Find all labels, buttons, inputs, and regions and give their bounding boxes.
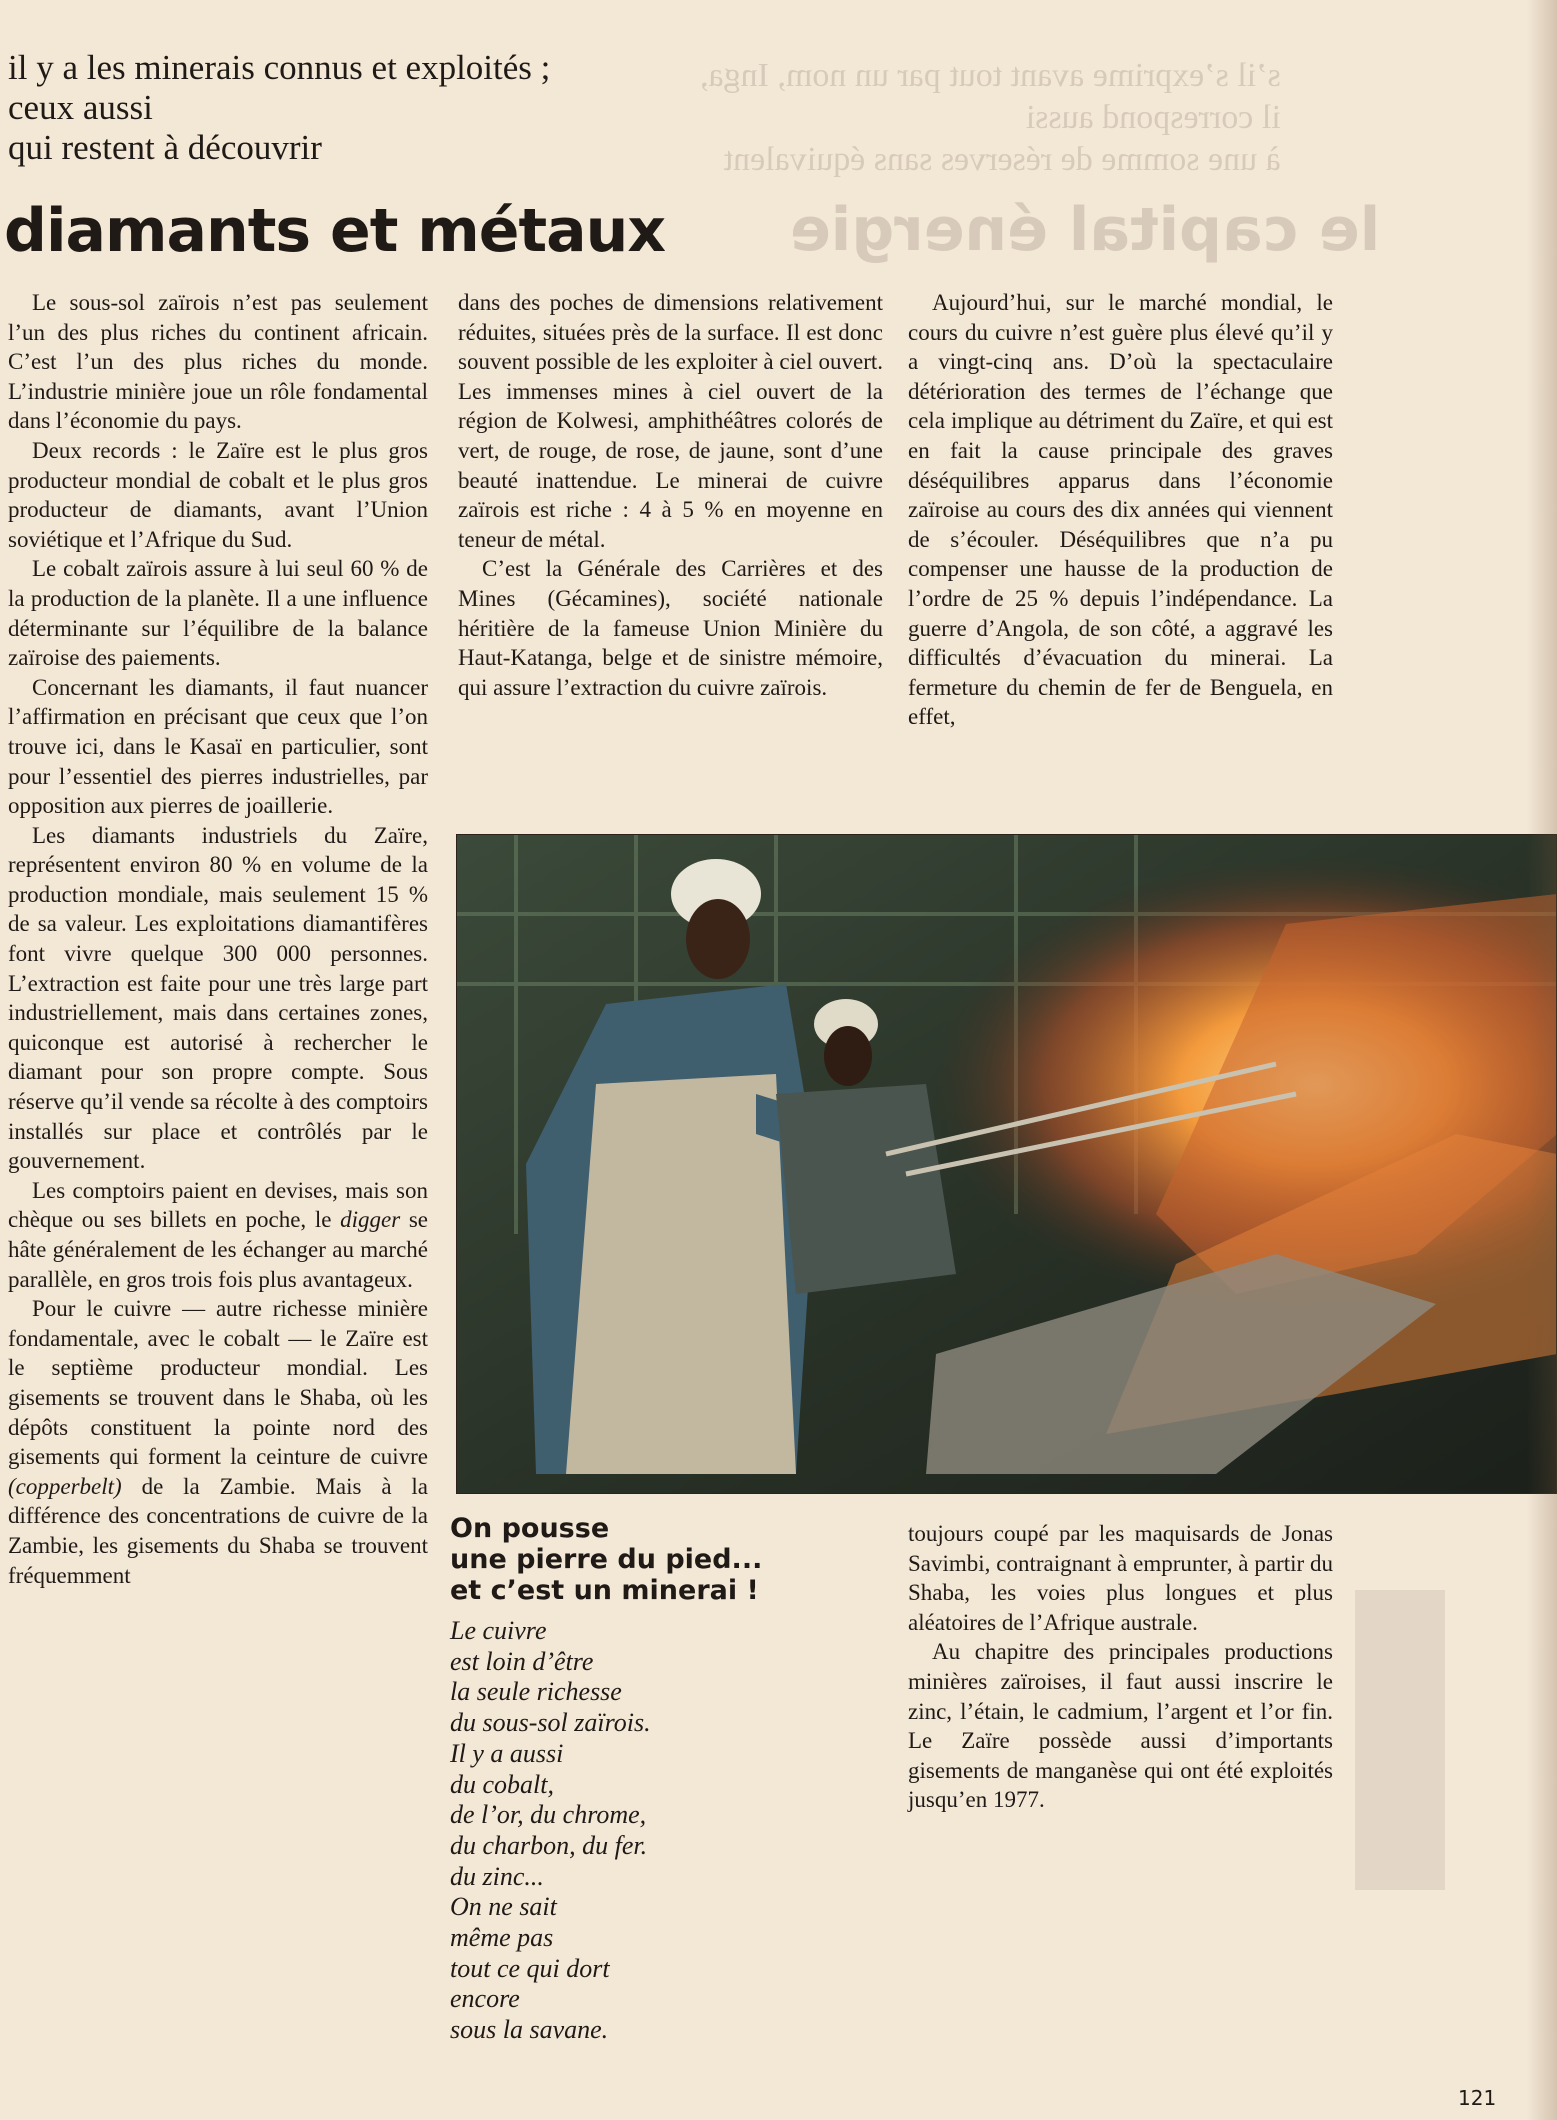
page-edge-shadow [1527, 0, 1557, 2120]
bleed-through-headline: le capital énergie [790, 195, 1381, 265]
poem-line: du zinc... [450, 1861, 544, 1891]
poem-line: Le cuivre [450, 1616, 547, 1645]
paragraph: Deux records : le Zaïre est le plus gros producteur mondial de cobalt et le plus gros producteur de diamants, avant l’Union soviétique et l’Afrique du Sud. [8, 437, 428, 552]
poem-line: sous la savane. [450, 2015, 609, 2045]
paragraph: C’est la Générale des Carrières et des Mines (Gécamines), société nationale héritière de la fameuse Union Minière du Haut-Katanga, belge et de sinistre mémoire, qui assure l’extraction du cuivre zaïrois. [458, 556, 883, 700]
bleed-through-subtitle [700, 55, 1281, 181]
smelter-workers-photo [456, 834, 1557, 1494]
caption-title-line: On pousse [450, 1513, 610, 1544]
poem-line: la seule richesse [450, 1677, 622, 1707]
article-subtitle [8, 48, 688, 168]
paragraph-text: Les comptoirs paient en devises, mais son chèque ou ses billets en poche, le [8, 1177, 428, 1233]
subtitle-line: ceux aussi [8, 88, 153, 127]
caption-title-line: une pierre du pied... [450, 1544, 763, 1575]
poem-line: encore [450, 1984, 520, 2014]
paragraph-text: de la Zambie. Mais à la différence des concentrations de cuivre de la Zambie, les gisements du Shaba se trouvent fréquemment [8, 1473, 428, 1588]
bleed-through-line: à une somme de réserves sans équivalent [723, 141, 1281, 178]
poem-line: du cobalt, [450, 1769, 554, 1799]
bleed-through-line: s’il s’exprime avant tout par un nom, Inga, [700, 57, 1281, 94]
poem-line: du sous-sol zaïrois. [450, 1708, 651, 1738]
poem-line: du charbon, du fer. [450, 1830, 648, 1860]
poem-line: même pas [450, 1923, 554, 1953]
poem-line: est loin d’être [450, 1646, 594, 1676]
paragraph: Le cobalt zaïrois assure à lui seul 60 % de la production de la planète. Il a une influence déterminante sur l’équilibre de la balance zaïroise des paiements. [8, 556, 428, 671]
bleed-through-block [1355, 1590, 1445, 1890]
paragraph-text: Pour le cuivre — autre richesse minière fondamentale, avec le cobalt — le Zaïre est le septième producteur mondial. Les gisements se trouvent dans le Shaba, où les dépôts constituent la pointe nord des gisements qui forment la ceinture de cuivre [8, 1296, 428, 1470]
subtitle-line: il y a les minerais connus et exploités ; [8, 48, 551, 87]
paragraph [8, 1294, 428, 1590]
article-headline: diamants et métaux [4, 196, 666, 266]
poem-line: de l’or, du chrome, [450, 1800, 647, 1830]
italic-term: digger [340, 1207, 401, 1233]
paragraph: Au chapitre des principales productions minières zaïroises, il faut aussi inscrire le zinc, l’étain, le cadmium, l’argent et l’or fin. Le Zaïre possède aussi d’importants gisements de manganèse qui ont été exploités jusqu’en 1977. [908, 1639, 1333, 1813]
photo-caption-poem [450, 1616, 870, 2046]
page-number: 121 [1458, 2086, 1497, 2110]
text-column-2 [458, 288, 883, 702]
italic-term: (copperbelt) [8, 1473, 122, 1499]
poem-line: Il y a aussi [450, 1738, 564, 1768]
photo-illustration [456, 834, 1557, 1494]
subtitle-line: qui restent à découvrir [8, 128, 322, 167]
paragraph: Le sous-sol zaïrois n’est pas seulement l’un des plus riches du continent africain. C’est l’un des plus riches du monde. L’industrie minière joue un rôle fondamental dans l’économie du pays. [8, 290, 428, 434]
paragraph [8, 1176, 428, 1294]
paragraph-text: se hâte généralement de les échanger au marché parallèle, en gros trois fois plus avantageux. [8, 1207, 429, 1292]
text-column-3-continued [908, 1519, 1333, 1815]
paragraph: dans des poches de dimensions relativement réduites, situées près de la surface. Il est donc souvent possible de les exploiter à ciel ouvert. Les immenses mines à ciel ouvert de la région de Kolwesi, amphithéâtres colorés de vert, de rouge, de rose, de jaune, sont d’une beauté inattendue. Le minerai de cuivre zaïrois est riche : 4 à 5 % en moyenne en teneur de métal. [458, 290, 883, 552]
text-column-1 [8, 288, 428, 1590]
paragraph: Aujourd’hui, sur le marché mondial, le cours du cuivre n’est guère plus élevé qu’il y a vingt-cinq ans. D’où la spectaculaire détérioration des termes de l’échange que cela implique au détriment du Zaïre, et qui est en fait la cause principale des graves déséquilibres apparus dans l’économie zaïroise au cours des dix années qui viennent de s’écouler. Déséquilibres que n’a pu compenser une hausse de la production de l’ordre de 25 % depuis l’indépendance. La guerre d’Angola, de son côté, a aggravé les difficultés d’évacuation du minerai. La fermeture du chemin de fer de Benguela, en effet, [908, 290, 1333, 730]
bleed-through-line: il correspond aussi [1025, 99, 1281, 136]
text-column-3 [908, 288, 1333, 732]
photo-caption-title [450, 1513, 870, 1606]
paragraph: Concernant les diamants, il faut nuancer l’affirmation en précisant que ceux que l’on trouve ici, dans le Kasaï en particulier, sont pour l’essentiel des pierres industrielles, par opposition aux pierres de joaillerie. [8, 674, 428, 819]
paragraph: Les diamants industriels du Zaïre, représentent environ 80 % en volume de la production mondiale, mais seulement 15 % de sa valeur. Les exploitations diamantifères font vivre quelque 300 000 personnes. L’extraction est faite pour une très large part industriellement, mais dans certaines zones, quiconque est autorisé à rechercher le diamant pour son propre compte. Sous réserve qu’il vende sa récolte à des comptoirs installés sur place et contrôlés par le gouvernement. [8, 822, 428, 1174]
poem-line: On ne sait [450, 1892, 557, 1922]
paragraph: toujours coupé par les maquisards de Jonas Savimbi, contraignant à emprunter, à partir du Shaba, les voies plus longues et plus aléatoires de l’Afrique australe. [908, 1521, 1333, 1635]
caption-title-line: et c’est un minerai ! [450, 1575, 759, 1606]
poem-line: tout ce qui dort [450, 1953, 610, 1983]
